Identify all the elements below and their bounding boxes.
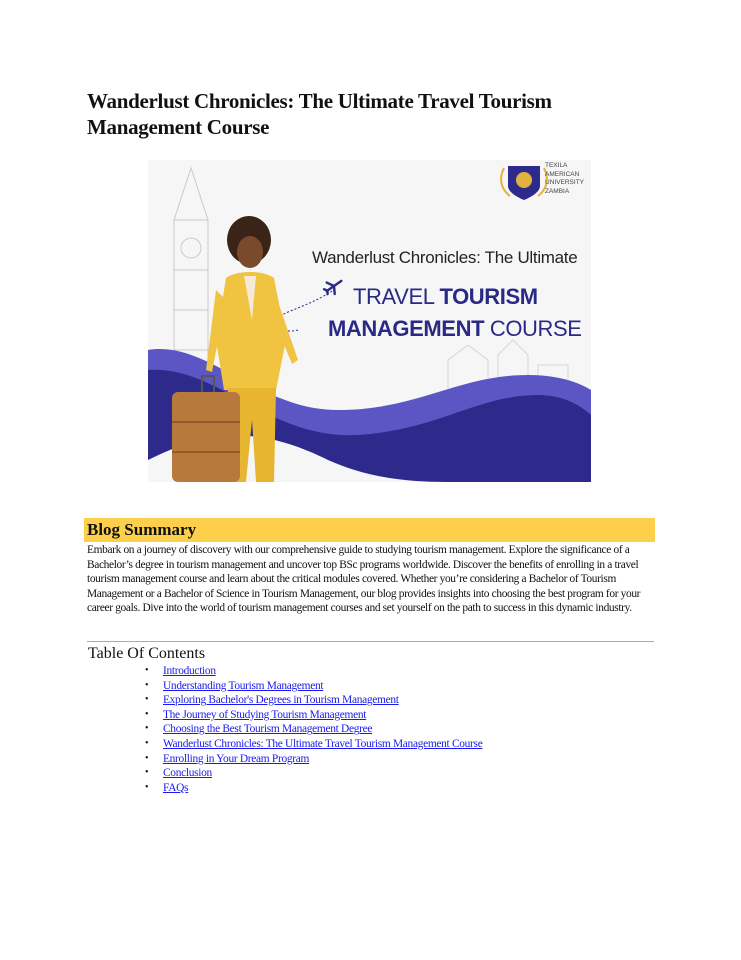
- toc-link-understanding[interactable]: Understanding Tourism Management: [163, 679, 324, 692]
- bullet-icon: •: [145, 781, 149, 793]
- toc-link-exploring[interactable]: Exploring Bachelor's Degrees in Tourism Management: [163, 694, 399, 707]
- blog-summary-header-bar: [84, 518, 655, 542]
- banner-title-line-2: MANAGEMENT COURSE: [328, 316, 582, 341]
- toc-item: [145, 693, 482, 708]
- bullet-icon: •: [145, 723, 149, 735]
- airplane-icon: [322, 275, 346, 297]
- toc-item: [145, 679, 482, 694]
- toc-item: [145, 722, 482, 737]
- bullet-icon: •: [145, 679, 149, 691]
- bullet-icon: •: [145, 694, 149, 706]
- bullet-icon: •: [145, 665, 149, 676]
- toc-link-choosing[interactable]: Choosing the Best Tourism Management Degree: [163, 723, 373, 736]
- toc-link-introduction[interactable]: Introduction: [163, 665, 216, 677]
- blog-summary-heading: Blog Summary: [87, 520, 197, 539]
- banner-headline: Wanderlust Chronicles: The Ultimate: [312, 248, 578, 267]
- university-logo-text: TEXILA AMERICAN UNIVERSITY ZAMBIA: [545, 162, 585, 195]
- hero-banner-image: [148, 160, 591, 482]
- bullet-icon: •: [145, 737, 149, 749]
- bullet-icon: •: [145, 708, 149, 720]
- table-of-contents: [145, 664, 483, 795]
- toc-item: [145, 752, 482, 767]
- toc-item: [145, 664, 482, 679]
- toc-link-conclusion[interactable]: Conclusion: [163, 767, 212, 780]
- toc-item: [145, 737, 483, 752]
- bullet-icon: •: [145, 767, 149, 779]
- article-title: Wanderlust Chronicles: The Ultimate Travel Tourism Management Course: [87, 89, 552, 139]
- bullet-icon: •: [145, 752, 149, 764]
- toc-link-enrolling[interactable]: Enrolling in Your Dream Program: [163, 752, 310, 765]
- toc-item: [145, 766, 482, 781]
- toc-link-journey[interactable]: The Journey of Studying Tourism Management: [163, 708, 367, 721]
- toc-link-faqs[interactable]: FAQs: [163, 781, 189, 794]
- toc-item: [145, 781, 482, 796]
- university-crest-logo: [501, 166, 547, 200]
- toc-item: [145, 708, 482, 723]
- section-divider: [87, 641, 654, 642]
- banner-title-line-1: TRAVEL TOURISM: [353, 284, 538, 309]
- toc-title: Table Of Contents: [88, 645, 206, 662]
- toc-link-wanderlust[interactable]: Wanderlust Chronicles: The Ultimate Travel Tourism Management Course: [163, 737, 483, 750]
- blog-summary-text: Embark on a journey of discovery with our comprehensive guide to studying tourism management. Explore the significance of a Bachelor’s degree in tourism management and uncover top BSc programs worldwide. Discover the benefits of enrolling in a travel tourism management course and learn about the critical modules covered. Whether you’re considering a Bachelor of Tourism Management or a Bachelor of Science in Tourism Management, our blog provides insights into choosing the best program for your career goals. Dive into the world of tourism management courses and set yourself on the path to success in this dynamic industry.: [87, 544, 641, 615]
